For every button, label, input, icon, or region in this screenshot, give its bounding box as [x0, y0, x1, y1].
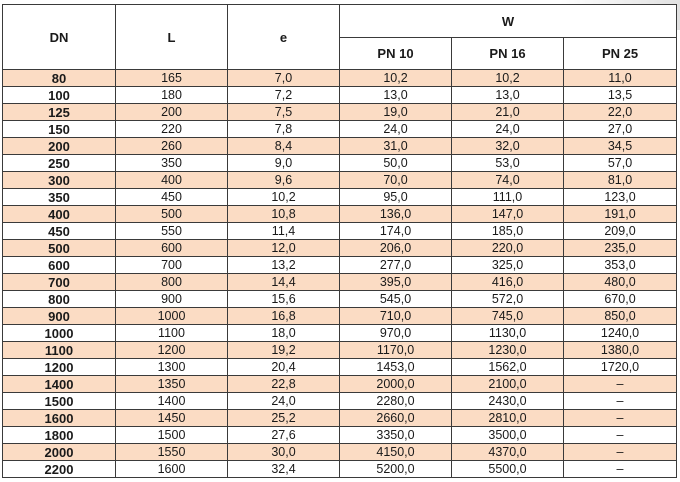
cell-pn16: 572,0 [452, 291, 564, 308]
cell-dn: 250 [3, 155, 116, 172]
cell-e: 25,2 [228, 410, 340, 427]
cell-pn16: 53,0 [452, 155, 564, 172]
cell-pn10: 136,0 [340, 206, 452, 223]
cell-e: 30,0 [228, 444, 340, 461]
cell-l: 220 [116, 121, 228, 138]
cell-l: 600 [116, 240, 228, 257]
cell-dn: 450 [3, 223, 116, 240]
cell-pn16: 325,0 [452, 257, 564, 274]
cell-l: 180 [116, 87, 228, 104]
table-row [3, 189, 677, 206]
cell-pn25: 34,5 [564, 138, 677, 155]
cell-e: 16,8 [228, 308, 340, 325]
table-row [3, 274, 677, 291]
cell-pn10: 1453,0 [340, 359, 452, 376]
cell-l: 165 [116, 70, 228, 87]
table-row [3, 291, 677, 308]
table-row [3, 138, 677, 155]
cell-e: 11,4 [228, 223, 340, 240]
cell-dn: 100 [3, 87, 116, 104]
table-row [3, 444, 677, 461]
cell-e: 14,4 [228, 274, 340, 291]
cell-pn25: 670,0 [564, 291, 677, 308]
table-row [3, 155, 677, 172]
cell-pn10: 277,0 [340, 257, 452, 274]
header-pn10: PN 10 [340, 38, 452, 70]
cell-pn25: – [564, 393, 677, 410]
cell-e: 24,0 [228, 393, 340, 410]
table-row [3, 393, 677, 410]
cell-l: 260 [116, 138, 228, 155]
cell-pn10: 395,0 [340, 274, 452, 291]
cell-dn: 1000 [3, 325, 116, 342]
cell-e: 12,0 [228, 240, 340, 257]
table-body [3, 70, 677, 478]
cell-pn16: 745,0 [452, 308, 564, 325]
cell-pn10: 2660,0 [340, 410, 452, 427]
cell-pn10: 2000,0 [340, 376, 452, 393]
table-row [3, 308, 677, 325]
cell-dn: 150 [3, 121, 116, 138]
cell-pn10: 2280,0 [340, 393, 452, 410]
header-row-top [3, 5, 677, 38]
cell-e: 18,0 [228, 325, 340, 342]
cell-l: 1450 [116, 410, 228, 427]
cell-l: 1200 [116, 342, 228, 359]
cell-pn25: – [564, 427, 677, 444]
cell-e: 22,8 [228, 376, 340, 393]
table-row [3, 206, 677, 223]
table-row [3, 257, 677, 274]
cell-pn16: 2810,0 [452, 410, 564, 427]
table-row [3, 427, 677, 444]
cell-dn: 700 [3, 274, 116, 291]
dimensions-table [2, 4, 677, 478]
cell-e: 10,8 [228, 206, 340, 223]
cell-dn: 1800 [3, 427, 116, 444]
cell-pn16: 21,0 [452, 104, 564, 121]
header-w: W [340, 5, 677, 38]
cell-l: 800 [116, 274, 228, 291]
cell-dn: 350 [3, 189, 116, 206]
cell-pn25: 353,0 [564, 257, 677, 274]
cell-pn16: 4370,0 [452, 444, 564, 461]
table-row [3, 223, 677, 240]
cell-e: 13,2 [228, 257, 340, 274]
cell-l: 200 [116, 104, 228, 121]
table-row [3, 410, 677, 427]
cell-pn25: – [564, 444, 677, 461]
cell-pn25: 235,0 [564, 240, 677, 257]
cell-pn16: 147,0 [452, 206, 564, 223]
cell-dn: 500 [3, 240, 116, 257]
cell-pn16: 5500,0 [452, 461, 564, 478]
cell-pn10: 70,0 [340, 172, 452, 189]
cell-e: 8,4 [228, 138, 340, 155]
cell-pn25: 11,0 [564, 70, 677, 87]
cell-l: 450 [116, 189, 228, 206]
cell-e: 7,0 [228, 70, 340, 87]
header-pn25: PN 25 [564, 38, 677, 70]
cell-pn25: 57,0 [564, 155, 677, 172]
cell-dn: 1500 [3, 393, 116, 410]
cell-pn16: 3500,0 [452, 427, 564, 444]
cell-l: 1600 [116, 461, 228, 478]
table-row [3, 376, 677, 393]
cell-dn: 1100 [3, 342, 116, 359]
cell-dn: 800 [3, 291, 116, 308]
cell-dn: 300 [3, 172, 116, 189]
cell-dn: 80 [3, 70, 116, 87]
cell-pn10: 206,0 [340, 240, 452, 257]
cell-pn25: 27,0 [564, 121, 677, 138]
cell-pn25: 1380,0 [564, 342, 677, 359]
cell-dn: 2000 [3, 444, 116, 461]
cell-pn25: 1240,0 [564, 325, 677, 342]
cell-dn: 900 [3, 308, 116, 325]
cell-l: 900 [116, 291, 228, 308]
cell-pn25: 22,0 [564, 104, 677, 121]
cell-pn10: 19,0 [340, 104, 452, 121]
cell-pn25: – [564, 461, 677, 478]
cell-dn: 400 [3, 206, 116, 223]
table-row [3, 172, 677, 189]
cell-l: 500 [116, 206, 228, 223]
cell-pn16: 32,0 [452, 138, 564, 155]
table-header [3, 5, 677, 70]
cell-e: 7,5 [228, 104, 340, 121]
table-row [3, 461, 677, 478]
cell-pn16: 1130,0 [452, 325, 564, 342]
header-l: L [116, 5, 228, 70]
table-row [3, 342, 677, 359]
cell-l: 1300 [116, 359, 228, 376]
cell-pn16: 1562,0 [452, 359, 564, 376]
cell-pn16: 111,0 [452, 189, 564, 206]
header-pn16: PN 16 [452, 38, 564, 70]
cell-pn10: 95,0 [340, 189, 452, 206]
cell-e: 27,6 [228, 427, 340, 444]
table-row [3, 325, 677, 342]
table-row [3, 104, 677, 121]
cell-pn25: 480,0 [564, 274, 677, 291]
cell-pn16: 416,0 [452, 274, 564, 291]
header-dn: DN [3, 5, 116, 70]
cell-pn25: – [564, 410, 677, 427]
cell-pn25: 209,0 [564, 223, 677, 240]
cell-l: 1350 [116, 376, 228, 393]
cell-pn10: 174,0 [340, 223, 452, 240]
cell-pn10: 10,2 [340, 70, 452, 87]
cell-e: 20,4 [228, 359, 340, 376]
cell-e: 7,2 [228, 87, 340, 104]
table-row [3, 240, 677, 257]
cell-pn10: 3350,0 [340, 427, 452, 444]
cell-pn10: 4150,0 [340, 444, 452, 461]
cell-e: 32,4 [228, 461, 340, 478]
cell-pn25: 123,0 [564, 189, 677, 206]
cell-pn16: 2430,0 [452, 393, 564, 410]
cell-pn10: 970,0 [340, 325, 452, 342]
cell-l: 1400 [116, 393, 228, 410]
cell-e: 15,6 [228, 291, 340, 308]
cell-pn16: 74,0 [452, 172, 564, 189]
table-row [3, 359, 677, 376]
cell-e: 7,8 [228, 121, 340, 138]
cell-pn10: 1170,0 [340, 342, 452, 359]
cell-pn16: 1230,0 [452, 342, 564, 359]
cell-pn10: 50,0 [340, 155, 452, 172]
cell-pn25: 191,0 [564, 206, 677, 223]
table-row [3, 70, 677, 87]
cell-pn25: 81,0 [564, 172, 677, 189]
cell-pn16: 10,2 [452, 70, 564, 87]
cell-pn10: 545,0 [340, 291, 452, 308]
cell-e: 9,6 [228, 172, 340, 189]
cell-pn10: 710,0 [340, 308, 452, 325]
cell-e: 19,2 [228, 342, 340, 359]
cell-l: 1500 [116, 427, 228, 444]
cell-dn: 2200 [3, 461, 116, 478]
cell-pn16: 13,0 [452, 87, 564, 104]
table-row [3, 87, 677, 104]
cell-pn16: 185,0 [452, 223, 564, 240]
cell-dn: 125 [3, 104, 116, 121]
header-e: e [228, 5, 340, 70]
cell-pn10: 5200,0 [340, 461, 452, 478]
cell-l: 1100 [116, 325, 228, 342]
cell-pn25: – [564, 376, 677, 393]
cell-l: 700 [116, 257, 228, 274]
cell-pn10: 13,0 [340, 87, 452, 104]
cell-l: 1550 [116, 444, 228, 461]
cell-pn16: 2100,0 [452, 376, 564, 393]
cell-pn16: 220,0 [452, 240, 564, 257]
cell-l: 400 [116, 172, 228, 189]
cell-dn: 1600 [3, 410, 116, 427]
cell-e: 9,0 [228, 155, 340, 172]
cell-dn: 1400 [3, 376, 116, 393]
cell-pn10: 24,0 [340, 121, 452, 138]
cell-pn10: 31,0 [340, 138, 452, 155]
cell-pn16: 24,0 [452, 121, 564, 138]
cell-pn25: 13,5 [564, 87, 677, 104]
cell-dn: 600 [3, 257, 116, 274]
cell-l: 350 [116, 155, 228, 172]
cell-l: 550 [116, 223, 228, 240]
cell-e: 10,2 [228, 189, 340, 206]
table-row [3, 121, 677, 138]
cell-pn25: 850,0 [564, 308, 677, 325]
cell-l: 1000 [116, 308, 228, 325]
cell-pn25: 1720,0 [564, 359, 677, 376]
cell-dn: 200 [3, 138, 116, 155]
cell-dn: 1200 [3, 359, 116, 376]
